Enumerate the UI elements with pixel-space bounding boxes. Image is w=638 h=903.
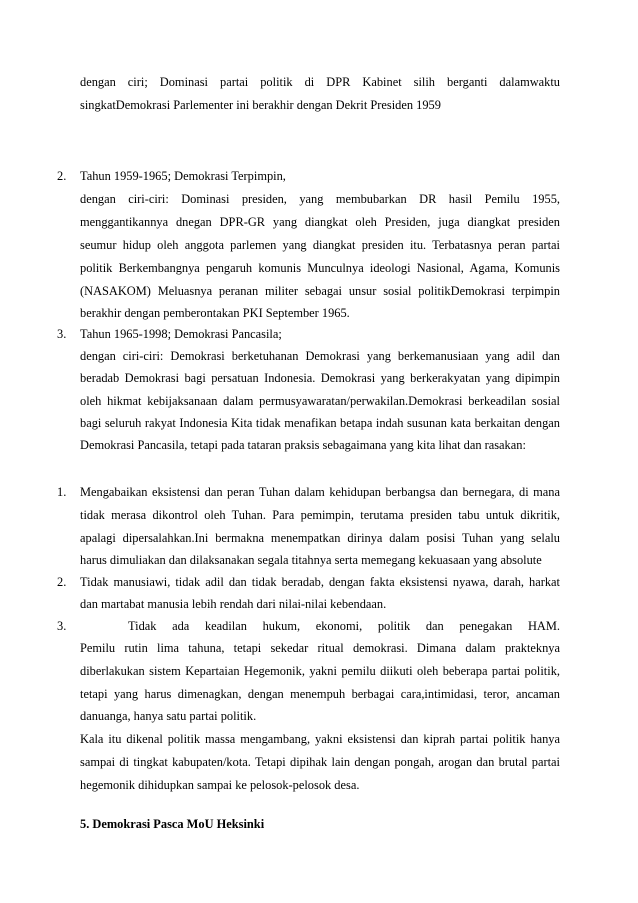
text-line: oleh hikmat kebijaksanaan dalam permusyawaratan/perwakilan.Demokrasi berkeadilan sosial <box>80 394 560 408</box>
list-number: 3. <box>57 619 67 633</box>
section-heading: 5. Demokrasi Pasca MoU Heksinki <box>80 817 265 831</box>
text-line: berakhir dengan pemberontakan PKI September 1965. <box>80 306 350 320</box>
text-line: beradab Demokrasi bagi persatuan Indonesia. Demokrasi yang berkerakyatan yang dipimpin <box>80 371 560 385</box>
text-line: tidak merasa dikontrol oleh Tuhan. Para pemimpin, terutama presiden tabu untuk dikritik, <box>80 508 560 522</box>
text-line: danuanga, hanya satu partai politik. <box>80 709 257 723</box>
text-line: diberlakukan sistem Kepartaian Hegemonik, yakni pemilu diikuti oleh beberapa partai politik, <box>80 664 560 678</box>
text-line: politik Berkembangnya pengaruh komunis Munculnya ideologi Nasional, Agama, Komunis <box>80 261 560 275</box>
text-line: dengan ciri-ciri: Demokrasi berketuhanan Demokrasi yang berkemanusiaan yang adil dan <box>80 349 560 363</box>
text-line: dengan ciri; Dominasi partai politik di DPR Kabinet silih berganti dalamwaktu <box>80 75 560 89</box>
text-line: Kala itu dikenal politik massa mengambang, yakni eksistensi dan kiprah partai politik hanya <box>80 732 560 746</box>
text-line: seumur hidup oleh anggota parlemen yang diangkat presiden itu. Terbatasnya peran partai <box>80 238 560 252</box>
text-line: hegemonik dihidupkan sampai ke pelosok-pelosok desa. <box>80 778 360 792</box>
list-number: 3. <box>57 327 67 341</box>
text-line: Demokrasi Pancasila, tetapi pada tataran praksis sebagaimana yang kita lihat dan rasakan: <box>80 438 526 452</box>
list-number: 2. <box>57 575 67 589</box>
text-line: apalagi dipersalahkan.Ini bermakna menempatkan dirinya dalam posisi Tuhan yang selalu <box>80 531 560 545</box>
text-line: Tidak ada keadilan hukum, ekonomi, politik dan penegakan HAM. <box>128 619 560 633</box>
text-line: menggantikannya dnegan DPR-GR yang diangkat oleh Presiden, juga diangkat presiden <box>80 215 560 229</box>
text-line: tetapi yang harus dimenagkan, dengan menempuh berbagai cara,intimidasi, teror, ancaman <box>80 687 560 701</box>
list-number: 2. <box>57 169 67 183</box>
list-number: 1. <box>57 485 67 499</box>
text-line: bagi seluruh rakyat Indonesia Kita tidak menafikan betapa indah susunan kata berkaitan dengan <box>80 416 560 430</box>
text-line: dengan ciri-ciri: Dominasi presiden, yang membubarkan DR hasil Pemilu 1955, <box>80 192 560 206</box>
text-line: Pemilu rutin lima tahuna, tetapi sekedar ritual demokrasi. Dimana dalam prakteknya <box>80 641 560 655</box>
text-line: Tahun 1959-1965; Demokrasi Terpimpin, <box>80 169 286 183</box>
text-line: harus dimuliakan dan dilaksanakan segala titahnya serta memegang kekuasaan yang absolute <box>80 553 542 567</box>
text-line: Tidak manusiawi, tidak adil dan tidak beradab, dengan fakta eksistensi nyawa, darah, harkat <box>80 575 560 589</box>
text-line: dan martabat manusia lebih rendah dari nilai-nilai kebendaan. <box>80 597 387 611</box>
text-line: Mengabaikan eksistensi dan peran Tuhan dalam kehidupan berbangsa dan bernegara, di mana <box>80 485 560 499</box>
text-line: Tahun 1965-1998; Demokrasi Pancasila; <box>80 327 282 341</box>
text-line: (NASAKOM) Meluasnya peranan militer sebagai unsur sosial politikDemokrasi terpimpin <box>80 284 560 298</box>
text-line: singkatDemokrasi Parlementer ini berakhir dengan Dekrit Presiden 1959 <box>80 98 441 112</box>
text-line: sampai di tingkat kabupaten/kota. Tetapi dipihak lain dengan pongah, arogan dan brutal partai <box>80 755 560 769</box>
